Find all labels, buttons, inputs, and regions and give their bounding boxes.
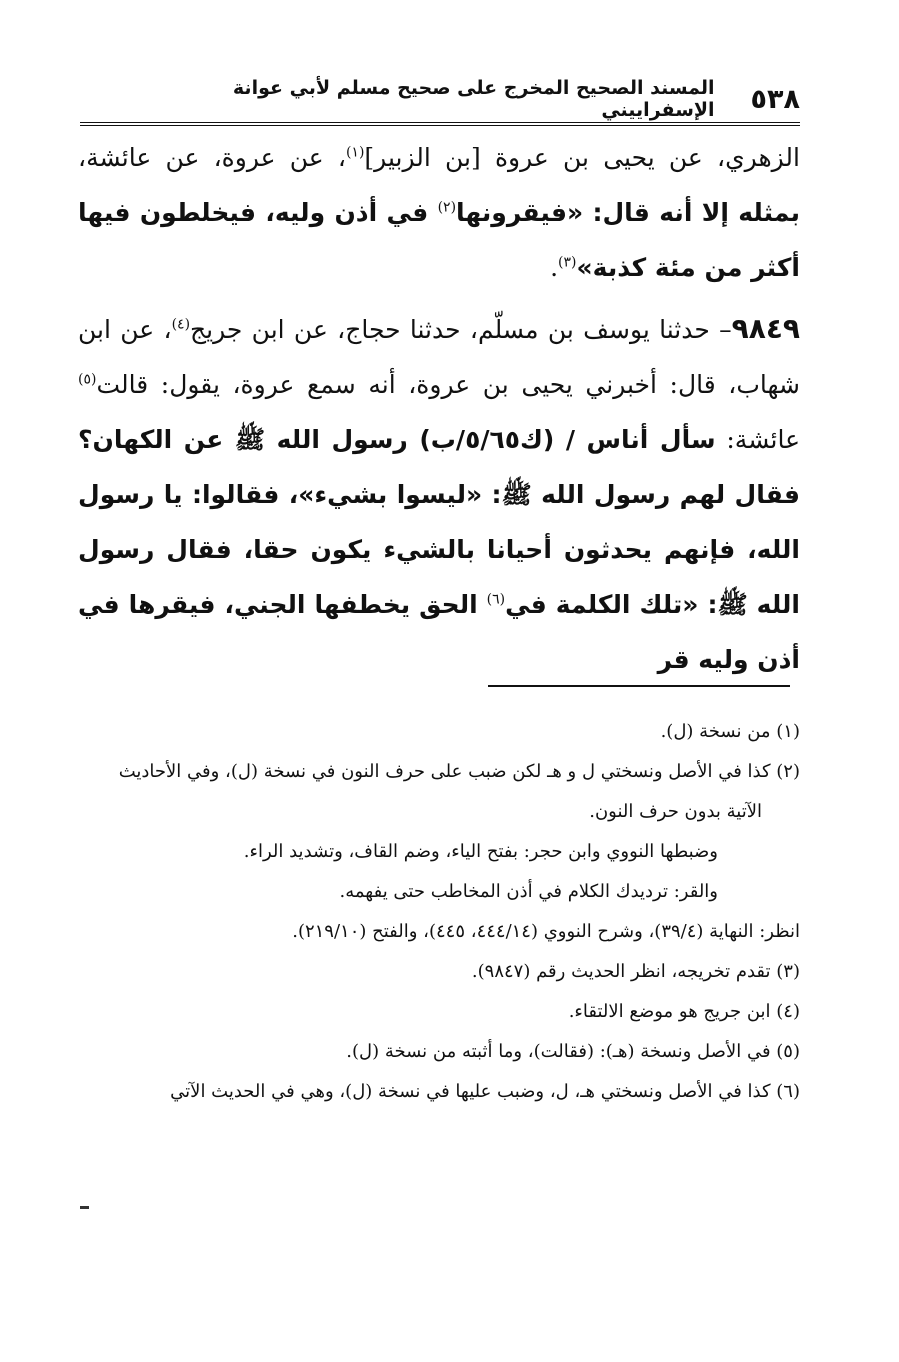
paragraph-2 xyxy=(78,301,800,687)
p2-text-c: عائشة: xyxy=(715,425,800,454)
p1-text-f: . xyxy=(550,253,559,282)
footnotes xyxy=(78,712,800,1112)
footnote-2: (٢) كذا في الأصل ونسختي ل و هـ لكن ضبب على حرف النون في نسخة (ل)، وفي الأحاديث الآتية بدون حرف النون. xyxy=(118,761,800,822)
footnote-4: (٤) ابن جريج هو موضع الالتقاء. xyxy=(568,1001,800,1022)
p1-text-c: بمثله إلا أنه قال: xyxy=(583,198,800,227)
footnote-3: (٣) تقدم تخريجه، انظر الحديث رقم (٩٨٤٧). xyxy=(471,961,800,982)
main-text xyxy=(78,130,800,687)
running-title: المسند الصحيح المخرج على صحيح مسلم لأبي عوانة الإسفراييني xyxy=(232,77,715,121)
footnote-2-note-c: والقر: ترديدك الكلام في أذن المخاطب حتى يفهمه. xyxy=(339,881,718,902)
p2-text-e: الحق يخطفها الجني، فيقرها في أذن وليه قر xyxy=(78,590,800,674)
footnote-separator xyxy=(488,685,790,687)
footnote-2-note-b: وضبطها النووي وابن حجر: بفتح الياء، وضم القاف، وتشديد الراء. xyxy=(243,841,718,862)
p2-text-a: – حدثنا يوسف بن مسلّم، حدثنا حجاج، عن ابن جريج xyxy=(190,315,732,344)
p1-text-d: «فيقرونها xyxy=(456,198,584,227)
footnote-6: (٦) كذا في الأصل ونسختي هـ، ل، وضبب عليها في نسخة (ل)، وهي في الحديث الآتي xyxy=(170,1081,800,1102)
footnote-marker-5: (٥) xyxy=(78,371,97,388)
footnote-marker-4: (٤) xyxy=(171,316,191,333)
p1-text-e: في أذن وليه، فيخلطون فيها أكثر من مئة كذبة» xyxy=(78,198,800,282)
continuation-dash xyxy=(80,1206,89,1209)
p1-text-b: ، عن عروة، عن عائشة، xyxy=(78,143,346,172)
footnote-marker-3: (٣) xyxy=(558,254,577,271)
p2-text-d: سأل أناس / (ك٥/٦٥/ب) رسول الله ﷺ عن الكهان؟ فقال لهم رسول الله ﷺ: «ليسوا بشيء»، فقالوا: يا رسول الله، فإنهم يحدثون أحيانا بالشيء يكون حقا، فقال رسول الله ﷺ: «تلك الكلمة في xyxy=(78,425,800,619)
footnote-marker-2: (٢) xyxy=(437,199,457,216)
p2-text-b: ، عن ابن شهاب، قال: أخبرني يحيى بن عروة، أنه سمع عروة، يقول: قالت xyxy=(78,315,800,399)
page-header xyxy=(160,76,800,122)
footnote-1: (١) من نسخة (ل). xyxy=(660,721,800,742)
p1-text-a: الزهري، عن يحيى بن عروة [بن الزبير] xyxy=(364,143,800,172)
page-number: ٥٣٨ xyxy=(750,83,800,115)
hadith-number: ٩٨٤٩ xyxy=(731,312,800,345)
paragraph-1 xyxy=(78,130,800,295)
header-rule xyxy=(80,122,800,126)
footnote-marker-1: (١) xyxy=(345,144,365,161)
footnote-marker-6: (٦) xyxy=(486,591,506,608)
footnote-5: (٥) في الأصل ونسخة (هـ): (فقالت)، وما أثبته من نسخة (ل). xyxy=(346,1041,800,1062)
footnote-2-references: انظر: النهاية (٣٩/٤)، وشرح النووي (٤٤٤/١٤، ٤٤٥)، والفتح (٢١٩/١٠). xyxy=(292,921,800,942)
